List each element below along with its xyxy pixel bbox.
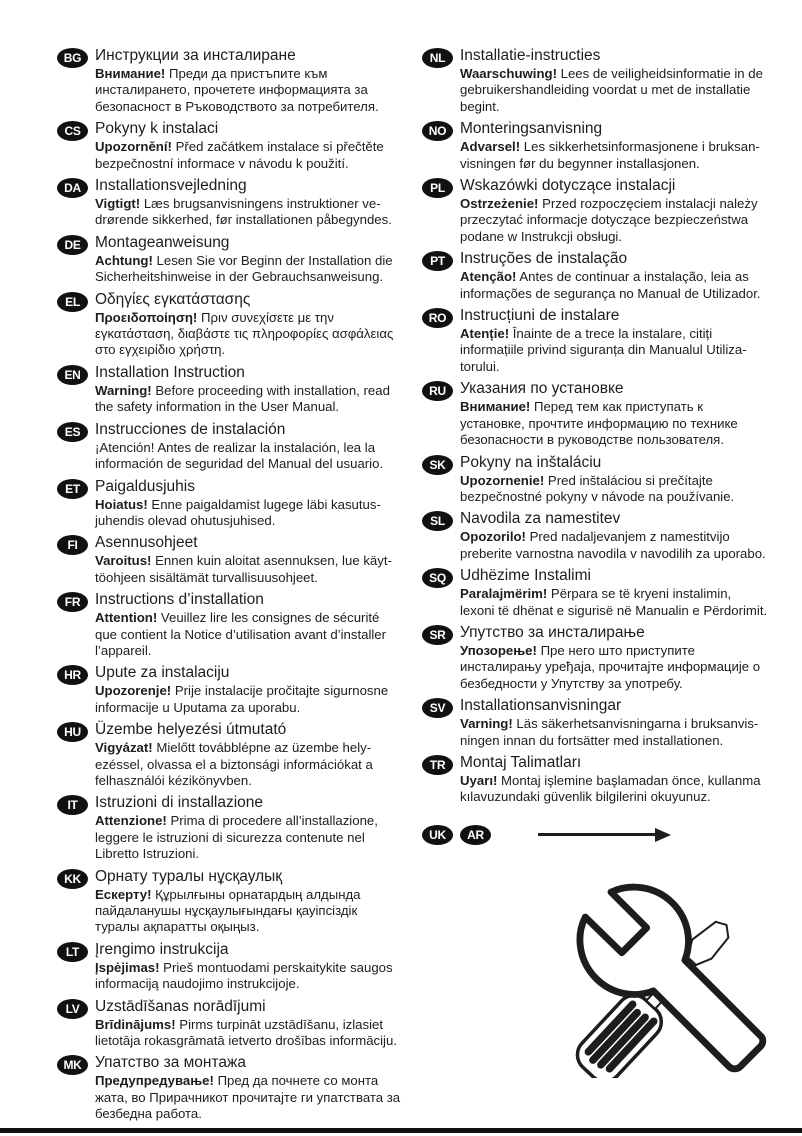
language-code-badge: MK: [57, 1055, 88, 1075]
section-text: [95, 291, 405, 359]
language-section: [422, 454, 770, 506]
section-title: Asennusohjeet: [95, 534, 198, 552]
warning-text: Antes de continuar a instalação, leia as informações de segurança no Manual de Utilizador.: [460, 269, 761, 301]
section-body: [460, 643, 770, 692]
language-section: [57, 534, 405, 586]
warning-text: Veuillez lire les consignes de sécurité que contient la Notice d’utilisation avant d’installer l’appareil.: [95, 610, 387, 658]
section-body: [460, 773, 770, 806]
warning-text: Läs säkerhetsanvisningarna i bruksanvis- ningen innan du fortsätter med installationen.: [460, 716, 759, 748]
warning-text: Læs brugsanvisningens instruktioner ve- drørende sikkerhed, før installationen påbegyndes.: [95, 196, 392, 228]
section-body: [460, 269, 770, 302]
section-text: [95, 664, 405, 716]
language-section: [57, 478, 405, 530]
section-text: [95, 478, 405, 530]
language-section: [422, 120, 770, 172]
language-code-badge: SQ: [422, 568, 453, 588]
section-body: [95, 960, 405, 993]
section-title: Paigaldusjuhis: [95, 477, 195, 495]
section-body: [95, 813, 405, 862]
language-section: [422, 697, 770, 749]
warning-text: Құрылғыны орнатардың алдында пайдаланушы нұсқаулығындағы қауіпсіздік туралы ақпаратты оқыңыз.: [95, 886, 361, 935]
section-text: [460, 250, 770, 302]
section-text: [95, 941, 405, 993]
language-code-badge: PT: [422, 251, 453, 271]
section-body: [95, 253, 405, 286]
section-body: [460, 326, 770, 375]
language-code-badge: SL: [422, 511, 453, 531]
warning-text: Montaj işlemine başlamadan önce, kullanma kılavuzundaki güvenlik bilgilerini okuyunuz.: [460, 772, 761, 805]
warning-lead: Warning!: [95, 382, 152, 398]
warning-text: Преди да пристъпите към инсталирането, прочетете информацията за безопасност в Ръководството за потребителя.: [95, 66, 379, 114]
language-section: [57, 794, 405, 862]
section-title: Wskazówki dotyczące instalacji: [460, 177, 676, 195]
warning-lead: Hoiatus!: [95, 496, 148, 512]
language-code-badge-uk: UK: [422, 825, 453, 845]
section-title: Инструкции за инсталиране: [95, 47, 296, 64]
section-body: [95, 1017, 405, 1050]
language-section: [422, 177, 770, 245]
warning-lead: Waarschuwing!: [460, 66, 557, 81]
language-code-badge: IT: [57, 795, 88, 815]
language-code-badge: EL: [57, 292, 88, 312]
language-code-badge: NL: [422, 48, 453, 68]
section-text: [460, 120, 770, 172]
section-title: Upute za instalaciju: [95, 664, 230, 682]
language-section: [422, 380, 770, 448]
language-code-badge: RU: [422, 381, 453, 401]
section-title: Орнату туралы нұсқаулық: [95, 867, 283, 885]
uk-ar-row: [422, 824, 770, 845]
section-body: [95, 196, 405, 229]
section-text: [95, 234, 405, 286]
section-text: [460, 177, 770, 245]
language-code-badge: KK: [57, 869, 88, 889]
warning-lead: Attention!: [95, 610, 158, 626]
section-title: Pokyny k instalaci: [95, 120, 219, 138]
warning-lead: Upozorenje!: [95, 683, 172, 699]
warning-lead: Ескерту!: [95, 886, 152, 902]
warning-lead: Varoitus!: [95, 553, 152, 569]
warning-text: Przed rozpoczęciem instalacji należy przeczytać informacje dotyczące bezpieczeństwa podane w Instrukcji obsługi.: [460, 196, 758, 244]
section-text: [95, 364, 405, 416]
page-bottom-rule: [0, 1128, 802, 1133]
warning-lead: Įspėjimas!: [95, 959, 160, 975]
warning-lead: Paralajmërim!: [460, 586, 548, 602]
language-code-badge: SK: [422, 455, 453, 475]
section-title: Udhëzime Instalimi: [460, 567, 591, 585]
section-body: [95, 887, 405, 936]
section-body: [460, 473, 770, 506]
warning-lead: Attenzione!: [95, 813, 167, 829]
warning-text: Pred inštaláciou si prečítajte bezpečnostné pokyny v návode na používanie.: [460, 472, 735, 504]
warning-text: Pirms turpināt uzstādīšanu, izlasiet lietotāja rokasgrāmatā ietverto drošības informāciju.: [95, 1016, 397, 1049]
section-text: [95, 998, 405, 1050]
section-text: [95, 421, 405, 473]
section-body: [460, 716, 770, 749]
language-code-badge: FI: [57, 535, 88, 555]
warning-lead: Упозорење!: [460, 642, 537, 658]
section-title: Упутство за инсталирање: [460, 623, 645, 641]
warning-lead: Внимание!: [95, 66, 166, 81]
section-title: Упатство за монтажа: [95, 1054, 246, 1072]
section-text: [95, 1054, 405, 1122]
section-text: [460, 697, 770, 749]
section-text: [95, 177, 405, 229]
section-text: [460, 454, 770, 506]
language-code-badge: LV: [57, 999, 88, 1019]
language-section: [57, 291, 405, 359]
section-body: [95, 1073, 405, 1122]
language-code-badge: HU: [57, 722, 88, 742]
section-text: [460, 567, 770, 619]
section-body: [460, 529, 770, 562]
language-section: [57, 177, 405, 229]
warning-lead: ¡Atención!: [95, 439, 155, 455]
language-code-badge: ES: [57, 422, 88, 442]
section-body: [460, 139, 770, 172]
warning-lead: Upozornenie!: [460, 472, 545, 488]
section-title: Instruções de instalação: [460, 250, 628, 268]
section-text: [95, 120, 405, 172]
warning-text: Prije instalacije pročitajte sigurnosne informacije u Uputama za uporabu.: [95, 683, 389, 715]
language-section: [57, 234, 405, 286]
language-code-badge: FR: [57, 592, 88, 612]
warning-lead: Advarsel!: [460, 139, 521, 155]
section-title: Istruzioni di installazione: [95, 794, 264, 812]
section-title: Monteringsanvisning: [460, 120, 603, 138]
language-code-badge: CS: [57, 121, 88, 141]
section-text: [460, 380, 770, 448]
right-arrow-icon: [538, 833, 656, 836]
section-body: [95, 383, 405, 416]
section-title: Installationsanvisningar: [460, 697, 622, 715]
language-section: [57, 664, 405, 716]
language-code-badge: ET: [57, 479, 88, 499]
warning-lead: Opozorilo!: [460, 529, 526, 545]
warning-lead: Ostrzeżenie!: [460, 196, 539, 212]
language-code-badge-ar: AR: [460, 825, 491, 845]
language-section: [57, 421, 405, 473]
section-text: [95, 868, 405, 936]
warning-lead: Предупредување!: [95, 1073, 214, 1089]
language-section: [422, 754, 770, 806]
language-section: [57, 120, 405, 172]
language-code-badge: DE: [57, 235, 88, 255]
language-code-badge: BG: [57, 48, 88, 68]
section-body: [460, 196, 770, 245]
language-code-badge: DA: [57, 178, 88, 198]
section-title: Installatie-instructies: [460, 47, 601, 64]
section-body: [95, 66, 405, 115]
section-title: Instructions d’installation: [95, 591, 264, 609]
language-section: [57, 591, 405, 659]
section-title: Üzembe helyezési útmutató: [95, 721, 287, 739]
warning-lead: Upozornění!: [95, 139, 172, 155]
wrench-screwdriver-icon: [572, 878, 772, 1078]
warning-text: Antes de realizar la instalación, lea la información de seguridad del Manual del usuario.: [95, 439, 384, 472]
language-section: [57, 1054, 405, 1122]
language-section: [57, 941, 405, 993]
warning-text: Перед тем как приступать к установке, прочтите информацию по технике безопасности в руководстве пользователя.: [460, 399, 738, 448]
warning-lead: Uyarı!: [460, 772, 498, 788]
section-title: Montaj Talimatları: [460, 753, 582, 771]
warning-text: Before proceeding with installation, read the safety information in the User Manual.: [95, 382, 390, 415]
language-section: [422, 307, 770, 375]
language-code-badge: EN: [57, 365, 88, 385]
language-section: [422, 510, 770, 562]
language-section: [57, 364, 405, 416]
section-body: [460, 586, 770, 619]
warning-text: Пред да почнете со монта жата, во Прирачникот прочитајте ги упатствата за безбедна работа.: [95, 1073, 401, 1122]
language-code-badge: SV: [422, 698, 453, 718]
warning-text: Prieš montuodami perskaitykite saugos informaciją naudojimo instrukcijoje.: [95, 959, 393, 992]
warning-lead: Brīdinājums!: [95, 1016, 176, 1032]
language-code-badge: RO: [422, 308, 453, 328]
warning-text: Les sikkerhetsinformasjonene i bruksan- visningen før du begynner installasjonen.: [460, 139, 760, 171]
warning-text: Lees de veiligheidsinformatie in de gebruikershandleiding voordat u met de installatie begint.: [460, 66, 763, 114]
section-body: [95, 553, 405, 586]
section-title: Installationsvejledning: [95, 177, 247, 195]
language-section: [422, 624, 770, 692]
language-code-badge: PL: [422, 178, 453, 198]
section-title: Instrucciones de instalación: [95, 420, 286, 438]
warning-lead: Vigtigt!: [95, 196, 141, 212]
warning-lead: Atenție!: [460, 326, 510, 342]
language-code-badge: NO: [422, 121, 453, 141]
section-title: Įrengimo instrukcija: [95, 940, 229, 958]
language-code-badge: HR: [57, 665, 88, 685]
warning-text: Përpara se të kryeni instalimin, lexoni të dhënat e sigurisë në Manualin e Përdorimit.: [460, 586, 768, 618]
warning-text: Prima di procedere all’installazione, leggere le istruzioni di sicurezza contenute nel Libretto Istruzioni.: [95, 813, 378, 862]
section-title: Указания по установке: [460, 380, 624, 398]
warning-lead: Внимание!: [460, 399, 531, 415]
language-section: [422, 567, 770, 619]
section-body: [95, 310, 405, 359]
section-text: [95, 534, 405, 586]
language-section: [422, 250, 770, 302]
language-code-badge: TR: [422, 755, 453, 775]
warning-text: Πριν συνεχίσετε με την εγκατάσταση, διαβάστε τις πληροφορίες ασφάλειας στο εγχειρίδιο χρήστη.: [95, 309, 394, 358]
section-body: [95, 740, 405, 789]
warning-text: Pred nadaljevanjem z namestitvijo preberite varnostna navodila v navodilih za uporabo.: [460, 529, 766, 561]
section-title: Navodila za namestitev: [460, 510, 621, 528]
section-text: [460, 307, 770, 375]
language-section: [422, 47, 770, 115]
warning-text: Lesen Sie vor Beginn der Installation die Sicherheitshinweise in der Gebrauchsanweisung.: [95, 252, 393, 285]
section-title: Instrucțiuni de instalare: [460, 307, 620, 325]
section-text: [95, 794, 405, 862]
language-section: [57, 721, 405, 789]
section-body: [95, 610, 405, 659]
section-body: [460, 66, 770, 115]
language-section: [57, 47, 405, 115]
language-code-badge: LT: [57, 942, 88, 962]
warning-text: Mielőtt továbblépne az üzembe hely- ezéssel, olvassa el a biztonsági információkat a felhasználói kézikönyvben.: [95, 740, 373, 788]
section-text: [460, 510, 770, 562]
left-column: [57, 47, 405, 1128]
section-title: Uzstādīšanas norādījumi: [95, 997, 266, 1015]
section-body: [95, 440, 405, 473]
warning-lead: Varning!: [460, 716, 513, 732]
section-body: [95, 497, 405, 530]
section-text: [95, 721, 405, 789]
section-text: [460, 47, 770, 115]
section-title: Pokyny na inštaláciu: [460, 453, 602, 471]
warning-text: Ennen kuin aloitat asennuksen, lue käyt- töohjeen sisältämät turvallisuusohjeet.: [95, 553, 392, 585]
section-text: [95, 591, 405, 659]
warning-lead: Vigyázat!: [95, 740, 153, 756]
warning-text: Před začátkem instalace si přečtěte bezpečnostní informace v návodu k použití.: [95, 139, 384, 171]
language-section: [57, 868, 405, 936]
section-text: [460, 624, 770, 692]
warning-lead: Atenção!: [460, 269, 517, 285]
section-text: [460, 754, 770, 806]
section-body: [95, 139, 405, 172]
section-body: [95, 683, 405, 716]
language-code-badge: SR: [422, 625, 453, 645]
warning-text: Înainte de a trece la instalare, citiți informațiile privind siguranța din Manualul Utiliza- torului.: [460, 326, 747, 374]
warning-lead: Achtung!: [95, 252, 153, 268]
language-section: [57, 998, 405, 1050]
section-body: [460, 399, 770, 448]
warning-text: Пре него што приступите инсталирању уређаја, прочитајте информације о безбедности у Упутству за употребу.: [460, 642, 761, 691]
warning-lead: Προειδοποίηση!: [95, 309, 198, 325]
warning-text: Enne paigaldamist lugege läbi kasutus- juhendis olevad ohutusjuhised.: [95, 496, 381, 528]
section-title: Installation Instruction: [95, 363, 245, 381]
section-title: Montageanweisung: [95, 233, 230, 251]
tools-illustration: [572, 878, 772, 1078]
section-title: Οδηγίες εγκατάστασης: [95, 290, 251, 308]
section-text: [95, 47, 405, 115]
right-column: [422, 47, 770, 845]
